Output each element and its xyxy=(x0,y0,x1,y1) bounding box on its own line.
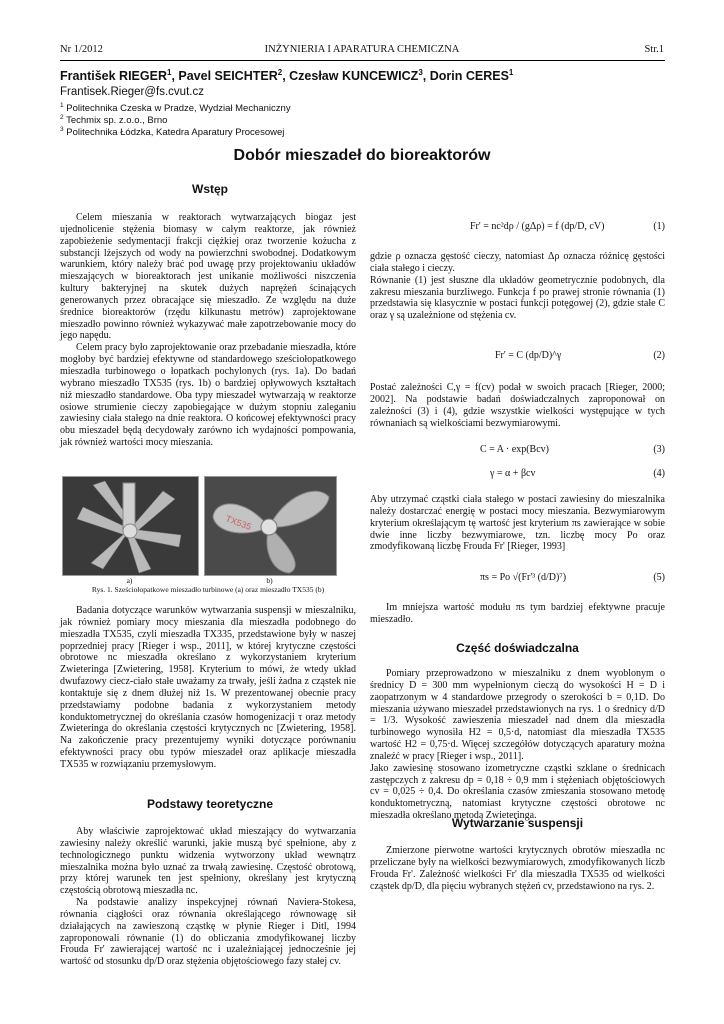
equation-number: (3) xyxy=(653,444,665,455)
equation-number: (5) xyxy=(653,572,665,583)
author-3: Czesław KUNCEWICZ xyxy=(289,69,419,84)
authors-line: František RIEGER$^1$, Pavel SEICHTER$^2$, Czesław KUNCEWICZ$^3$, Dorin CERES$^1$ xyxy=(60,68,514,84)
paragraph: Aby właściwie zaprojektować układ mieszający do wytwarzania zawiesiny należy określić warunki, jakie muszą być spełnione, aby z technologicznego punktu widzenia wytworzony układ wewnątrz mieszalnika można było uznać za trwałą zawiesinę. Częstość obrotową, przy której warunek ten jest spełniony, określany jest krytyczną częstością obrotową mieszadła nc. xyxy=(60,826,356,897)
equation-number: (1) xyxy=(653,221,665,232)
header-divider xyxy=(60,60,665,61)
paragraph: Celem pracy było zaprojektowanie oraz przebadanie mieszadła, które mogłoby być bardziej efektywne od standardowego sześciołopatkowego mieszadła turbinowego o łopatkach pochylonych (rys. 1a). Do badań wybrano mieszadło TX535 (rys. 1b) o bardziej opływowych kształtach niż mieszadło standardowe. Oba typy mieszadeł wytwarzają w reaktorze osiowe strumienie cieczy zapobiegające w dużym stopniu zaleganiu zawiesiny ciała stałego na dnie reaktora. O końcowej efektywności pracy obu mieszadeł będą decydowały zarówno ich wydajności pompowania, jak również wartości mocy mieszania. xyxy=(60,342,356,449)
paragraph: gdzie ρ oznacza gęstość cieczy, natomiast Δρ oznacza różnicę gęstości ciała stałego i cieczy. xyxy=(370,251,665,274)
intro-text xyxy=(60,212,356,449)
section-heading-suspension: Wytwarzanie suspensji xyxy=(451,816,584,830)
theory-right-text-4 xyxy=(370,602,665,626)
figure-label-a: a) xyxy=(126,576,133,585)
experimental-text xyxy=(370,668,665,822)
page-number: Str.1 xyxy=(644,44,664,55)
paragraph: Równanie (1) jest słuszne dla układów geometrycznie podobnych, dla zakresu mieszania burzliwego. Funkcja f po prawej stronie równania (1) przedstawia się klasycznie w postaci funkcji potęgowej (2), gdzie stałe C oraz γ są uzależnione od stężenia cv. xyxy=(370,274,665,322)
paragraph: Badania dotyczące warunków wytwarzania suspensji w mieszalniku, jak również pomiary mocy mieszania dla mieszadła podobnego do mieszadła TX535, czyli mieszadła TX335, przedstawione były w naszej poprzedniej pracy [Rieger i wsp., 2011], w której krytyczne częstości obrotowe nc mieszadła określano z wykorzystaniem kryterium Zwieteringa [Zwietering, 1958]. Kryterium to mówi, że wtedy układ dwufazowy ciecz-ciało stałe uważamy za trwały, jeśli żadna z cząstek nie kontaktuje się z dnem dłużej niż 1s. W prezentowanej obecnie pracy przedstawiamy podobne badania z wykorzystaniem metody konduktometrycznej do określania czasów homogenizacji τ oraz metody Zwieteringa do określania częstości krytycznych nc [Zwietering, 1958]. Na zakończenie pracy prezentujemy wyniki dotyczące porównaniu efektywności pracy obu typów mieszadeł oraz aplikacje mieszadła TX535 w rozwiązaniu przemysłowym. xyxy=(60,605,356,770)
section-heading-intro: Wstęp xyxy=(192,182,228,196)
paragraph: Celem mieszania w reaktorach wytwarzających biogaz jest ujednolicenie stężenia biomasy w całym reaktorze, jak również zapobieżenie sedymentacji frakcji ciężkiej oraz tworzenie kożucha z substancji lżejszych od wody na powierzchni swobodnej. Dodatkowym warunkiem, który należy brać pod uwagę przy projektowaniu układów mieszających w bioreaktorach jest unikanie możliwości niszczenia kultury bakteryjnej na skutek dużych naprężeń ścinających generowanych przez obracające się mieszadło. Ze względu na duże średnice bioreaktorów (rzędu kilkunastu metrów) zaprojektowane mieszadło powinno również wykazywać małe zapotrzebowanie mocy do jego napędu. xyxy=(60,212,356,342)
affiliation-2: $^2$ Techmix sp. z.o.o., Brno xyxy=(60,114,168,127)
paragraph: Aby utrzymać cząstki ciała stałego w postaci zawiesiny do mieszalnika należy dostarczać energię w postaci mocy mieszania. Bezwymiarowym kryterium określającym tę wartość jest kryterium πs zawierające w sobie dwie inne liczby bezwymiarowe, tzn. liczbę mocy Po oraz zmodyfikowaną liczbę Frouda Fr' [Rieger, 1993] xyxy=(370,494,665,553)
equation-1: Fr' = nc²dρ / (gΔρ) = f (dp/D, cV) (1) xyxy=(470,221,665,232)
theory-right-text-3 xyxy=(370,494,665,553)
figure-1a-image xyxy=(62,476,199,576)
theory-right-text-2 xyxy=(370,382,665,429)
contact-email[interactable]: Frantisek.Rieger@fs.cvut.cz xyxy=(60,86,204,98)
paragraph: Postać zależności C,γ = f(cv) podał w swoich pracach [Rieger, 2000; 2002]. Na podstawie badań doświadczalnych zaproponował on zależności (3) i (4), gdzie wszystkie wielkości występujące w tych równaniach są wielkościami bezwymiarowymi. xyxy=(370,382,665,429)
equation-number: (2) xyxy=(653,350,665,361)
section-heading-experimental: Część doświadczalna xyxy=(456,641,579,655)
author-2: Pavel SEICHTER xyxy=(178,69,278,84)
journal-issue: Nr 1/2012 xyxy=(60,44,103,55)
affiliation-3: $^3$ Politechnika Łódzka, Katedra Aparatury Procesowej xyxy=(60,126,285,139)
svg-text:TX535: TX535 xyxy=(224,513,253,532)
paper-title: Dobór mieszadeł do bioreaktorów xyxy=(233,147,491,164)
section-heading-theory: Podstawy teoretyczne xyxy=(146,797,274,811)
paragraph: Im mniejsza wartość modułu πs tym bardziej efektywne pracuje mieszadło. xyxy=(370,602,665,625)
theory-text xyxy=(60,826,356,968)
figure-1b-image xyxy=(204,476,337,576)
affiliation-1: $^1$ Politechnika Czeska w Pradze, Wydział Mechaniczny xyxy=(60,102,291,115)
paragraph: Na podstawie analizy inspekcyjnej równań Naviera-Stokesa, równania ciągłości oraz równania określającego równowagę sił działających na zawieszoną cząstkę w płynie Rieger i Ditl, 1994 zaproponowali równanie (1) do obliczania zmodyfikowanej liczby Frouda Fr' zawierającej wartość nc i uzależniającej jednocześnie jej wartość od stosunku dp/D oraz stężenia objętościowego fazy stałej cv. xyxy=(60,897,356,968)
paragraph: Pomiary przeprowadzono w mieszalniku z dnem wyoblonym o średnicy D = 300 mm wypełnionym cieczą do wysokości H = D i zaopatrzonym w 4 standardowe przegrody o szerokości b = 0,1D. Do mieszania używano mieszadeł przedstawionych na rys. 1 o średnicy d/D = 1/3. Wysokość zawieszenia mieszadeł nad dnem dla mieszadła turbinowego wynosiła H2 = 0,5·d, natomiast dla mieszadła TX535 wartość H2 = 0,75·d. Więcej szczegółów dotyczących aparatury można znaleźć w pracy [Rieger i wsp., 2011]. xyxy=(370,668,665,762)
equation-number: (4) xyxy=(653,468,665,479)
figure-caption: Rys. 1. Sześciołopatkowe mieszadło turbinowe (a) oraz mieszadło TX535 (b) xyxy=(91,585,325,594)
turbine-impeller-illustration xyxy=(63,477,198,575)
paragraph: Jako zawiesinę stosowano izometryczne cząstki szklane o średnicach zastępczych z zakresu dp = 0,18 ÷ 0,9 mm i stężeniach objętościowych cv = 0,025 ÷ 0,4. Do określania czasów zmieszania stosowano metodę konduktometryczną, natomiast krytyczne częstości obrotowe nc mieszadła określano metodą Zwieteringa. xyxy=(370,762,665,822)
author-4: Dorin CERES xyxy=(429,69,509,84)
figure-label-b: b) xyxy=(266,576,273,585)
theory-right-text xyxy=(370,251,665,322)
suspension-text xyxy=(370,845,665,892)
tx535-impeller-illustration xyxy=(205,477,336,575)
author-1: František RIEGER xyxy=(60,69,167,84)
paragraph: Zmierzone pierwotne wartości krytycznych obrotów mieszadła nc przeliczane były na wielkości bezwymiarowych, zmodyfikowanych liczb Frouda Fr'. Zależność wielkości Fr' dla mieszadła TX535 od wielkości cząstek dp/D, dla pięciu wybranych stężeń cv, przedstawiono na rys. 2. xyxy=(370,845,665,892)
intro-text-continued xyxy=(60,605,356,771)
journal-name: INŻYNIERIA I APARATURA CHEMICZNA xyxy=(264,44,460,55)
